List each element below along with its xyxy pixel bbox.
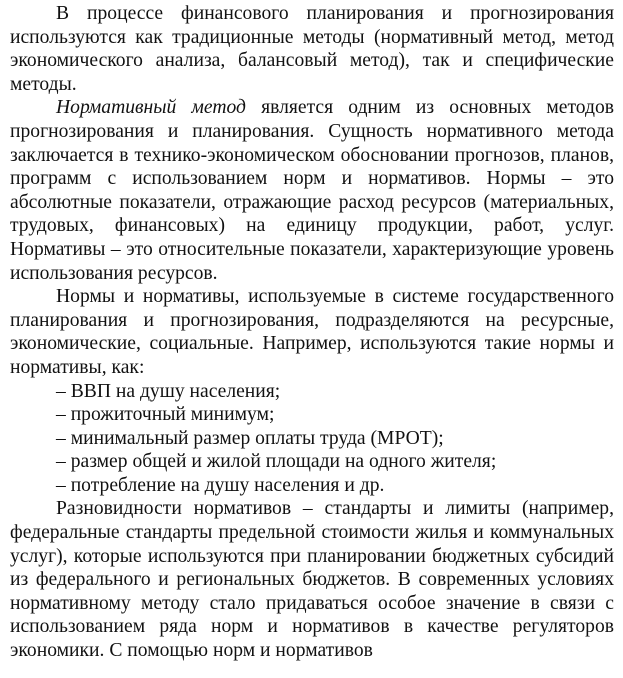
list-item: – размер общей и жилой площади на одного жителя; <box>56 451 497 473</box>
list-item: – потребление на душу населения и др. <box>56 474 385 496</box>
norms-list <box>10 380 614 498</box>
document-page <box>10 2 614 663</box>
term-normative-method: Нормативный метод <box>56 97 246 119</box>
list-item: – ВВП на душу населения; <box>56 380 281 402</box>
paragraph-norms-types: Нормы и нормативы, используемые в системе государственного планирования и прогнозирования, подразделяются на ресурсные, экономические, социальные. Например, используются такие нормы и нормативы, как: <box>10 286 614 378</box>
paragraph-standards-limits: Разновидности нормативов – стандарты и лимиты (например, федеральные стандарты предельной стоимости жилья и коммунальных услуг), которые используются при планировании бюджетных субсидий из федерального и региональных бюджетов. В современных условиях нормативному методу стало придаваться особое значение в связи с использованием ряда норм и нормативов в качестве регуляторов экономики. С помощью норм и нормативов <box>10 498 614 662</box>
list-item: – прожиточный минимум; <box>56 404 275 426</box>
list-item: – минимальный размер оплаты труда (МРОТ); <box>56 427 444 449</box>
paragraph-normative-method <box>10 96 614 285</box>
paragraph-intro: В процессе финансового планирования и прогнозирования используются как традиционные методы (нормативный метод, метод экономического анализа, балансовый метод), так и специфические методы. <box>10 3 614 95</box>
paragraph-normative-method-text: является одним из основных методов прогнозирования и планирования. Сущность нормативного метода заключается в технико-экономическом обосновании прогнозов, планов, программ с использованием норм и нормативов. Нормы – это абсолютные показатели, отражающие расход ресурсов (материальных, трудовых, финансовых) на единицу продукции, работ, услуг. Нормативы – это относительные показатели, характеризующие уровень использования ресурсов. <box>10 97 615 284</box>
